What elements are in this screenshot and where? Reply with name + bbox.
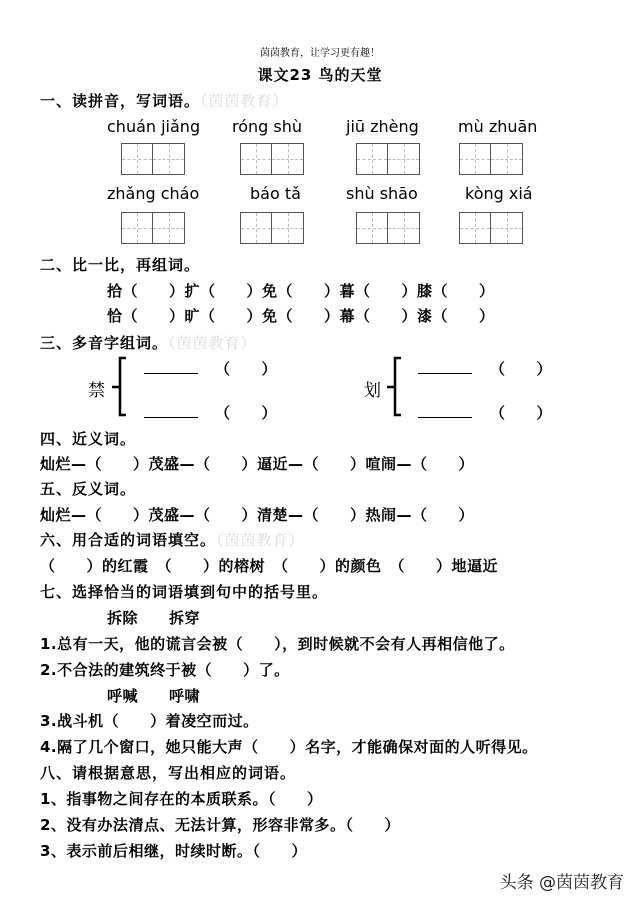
polyphone-char-1: 禁 xyxy=(88,381,106,401)
compare-row-1: 拾（ ）扩（ ）免（ ）暮（ ）膝（ ） xyxy=(107,282,495,300)
pinyin-6: báo tǎ xyxy=(250,184,301,203)
word-choices-1: 拆除 拆穿 xyxy=(107,609,201,627)
section-1-heading xyxy=(40,90,289,111)
section-3-heading xyxy=(40,332,257,353)
question-8-1: 1、指事物之间存在的本质联系。（ ） xyxy=(40,790,323,808)
section-3-heading-text: 三、多音字组词。 xyxy=(40,334,169,352)
pinyin-2: róng shù xyxy=(232,117,303,136)
writing-grid-5[interactable] xyxy=(121,212,185,244)
section-5-heading: 五、反义词。 xyxy=(40,480,137,498)
question-7-1: 1.总有一天，他的谎言会被（ ），到时候就不会有人再相信他了。 xyxy=(40,635,515,653)
section-2-heading: 二、比一比，再组词。 xyxy=(40,256,201,274)
page-header: 茵茵教育，让学习更有趣！ xyxy=(260,48,380,59)
writing-grid-3[interactable] xyxy=(356,143,420,175)
footer-watermark: 头条 @茵茵教育 xyxy=(499,873,624,893)
word-choices-2: 呼喊 呼啸 xyxy=(107,687,201,705)
writing-grid-6[interactable] xyxy=(240,212,304,244)
question-7-2: 2.不合法的建筑终于被（ ）了。 xyxy=(40,661,290,679)
question-8-3: 3、表示前后相继，时续时断。（ ） xyxy=(40,842,307,860)
paren-blank: （ ） xyxy=(215,360,278,378)
writing-grid-8[interactable] xyxy=(459,212,523,244)
brace-2 xyxy=(385,356,405,418)
section-1-heading-text: 一、读拼音，写词语。 xyxy=(40,92,201,110)
watermark: （茵茵教育） xyxy=(200,92,289,110)
synonym-row: 灿烂—（ ）茂盛—（ ）逼近—（ ）喧闹—（ ） xyxy=(40,455,475,473)
section-8-heading: 八、请根据意思，写出相应的词语。 xyxy=(40,764,297,782)
answer-line[interactable] xyxy=(144,417,198,418)
section-6-heading-text: 六、用合适的词语填空。 xyxy=(40,531,217,549)
fill-phrase-row: （ ）的红霞 （ ）的榕树 （ ）的颜色 （ ）地逼近 xyxy=(40,557,499,575)
question-7-3: 3.战斗机（ ）着凌空而过。 xyxy=(40,712,259,730)
answer-line[interactable] xyxy=(418,373,472,374)
section-6-heading xyxy=(40,529,305,550)
pinyin-4: mù zhuān xyxy=(458,117,538,136)
question-8-2: 2、没有办法清点、无法计算，形容非常多。（ ） xyxy=(40,816,400,834)
section-4-heading: 四、近义词。 xyxy=(40,430,137,448)
watermark: （茵茵教育） xyxy=(168,334,257,352)
writing-grid-1[interactable] xyxy=(121,143,185,175)
section-7-heading: 七、选择恰当的词语填到句中的括号里。 xyxy=(40,583,329,601)
paren-blank: （ ） xyxy=(215,404,278,422)
antonym-row: 灿烂—（ ）茂盛—（ ）清楚—（ ）热闹—（ ） xyxy=(40,506,475,524)
pinyin-5: zhǎng cháo xyxy=(107,184,200,203)
writing-grid-4[interactable] xyxy=(459,143,523,175)
answer-line[interactable] xyxy=(418,417,472,418)
compare-row-2: 恰（ ）旷（ ）免（ ）幕（ ）漆（ ） xyxy=(107,307,495,325)
paren-blank: （ ） xyxy=(490,360,553,378)
polyphone-char-2: 划 xyxy=(364,381,382,401)
pinyin-8: kòng xiá xyxy=(465,184,533,203)
answer-line[interactable] xyxy=(144,373,198,374)
writing-grid-7[interactable] xyxy=(356,212,420,244)
paren-blank: （ ） xyxy=(490,404,553,422)
question-7-4: 4.隔了几个窗口，她只能大声（ ）名字，才能确保对面的人听得见。 xyxy=(40,738,538,756)
writing-grid-2[interactable] xyxy=(240,143,304,175)
pinyin-1: chuán jiǎng xyxy=(107,117,201,136)
page-title: 课文23 鸟的天堂 xyxy=(257,66,383,84)
brace-1 xyxy=(110,356,130,418)
pinyin-7: shù shāo xyxy=(346,184,418,203)
watermark: （茵茵教育） xyxy=(216,531,305,549)
pinyin-3: jiū zhèng xyxy=(346,117,419,136)
